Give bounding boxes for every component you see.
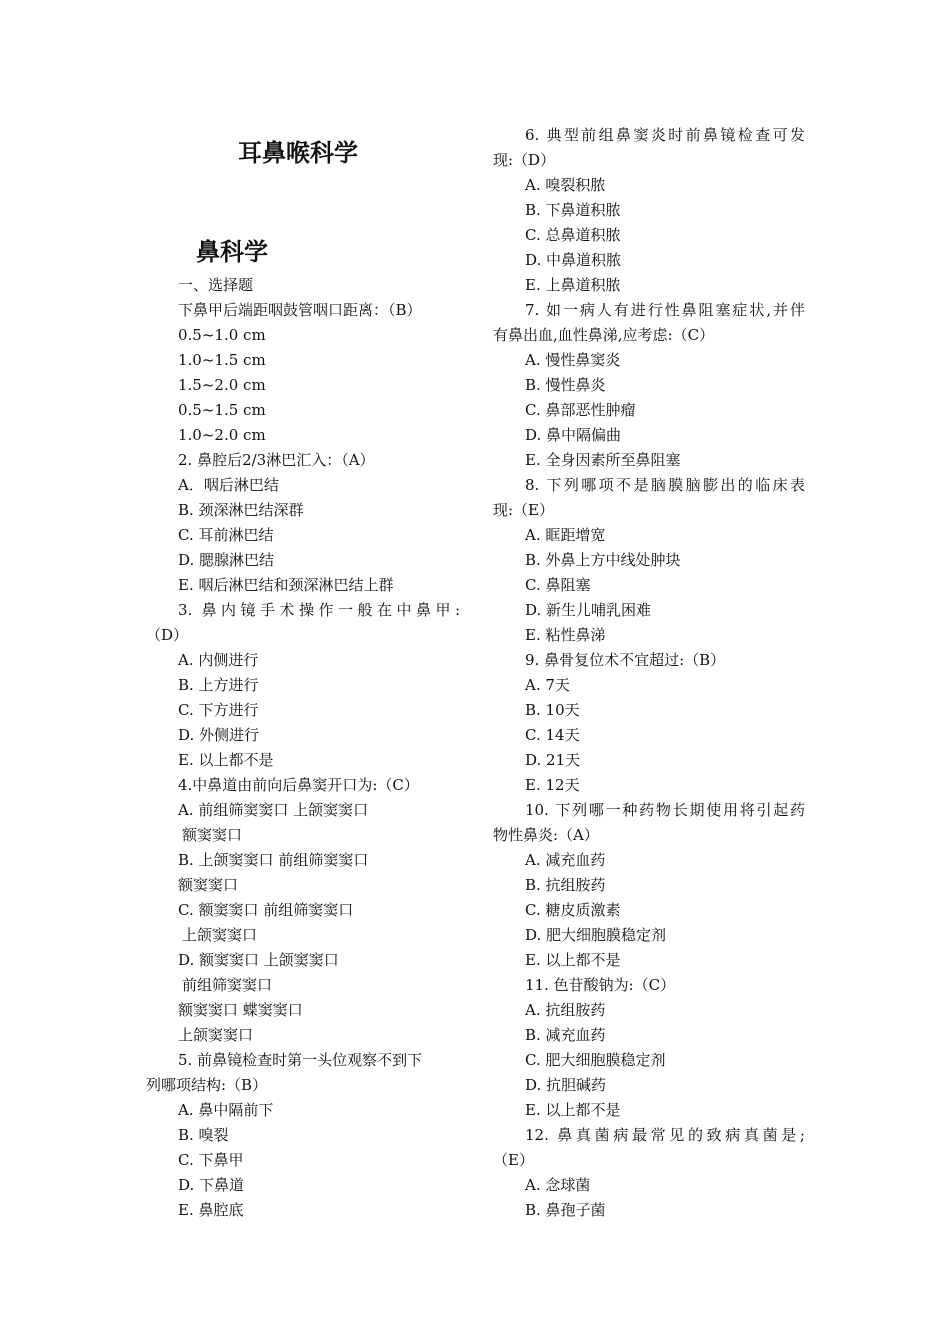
question-line: 9. 鼻骨复位术不宜超过:（B）: [525, 651, 726, 669]
question-line: 1.0~1.5 cm: [178, 351, 266, 369]
question-line: C. 14天: [525, 726, 580, 744]
question-line: A. 抗组胺药: [525, 1001, 606, 1019]
question-line: A. 减充血药: [525, 851, 606, 869]
question-line: E. 鼻腔底: [178, 1201, 244, 1219]
question-line: 6. 典型前组鼻窦炎时前鼻镜检查可发: [525, 126, 805, 144]
question-line: C. 鼻部恶性肿瘤: [525, 401, 636, 419]
question-line: D. 鼻中隔偏曲: [525, 426, 622, 444]
question-line: B. 嗅裂: [178, 1126, 229, 1144]
question-line: C. 鼻阻塞: [525, 576, 591, 594]
question-line: E. 上鼻道积脓: [525, 276, 621, 294]
question-line: 上颌窦窦口: [182, 926, 258, 944]
question-line: A．咽后淋巴结: [178, 476, 279, 494]
question-line: A. 鼻中隔前下: [178, 1101, 274, 1119]
question-line: 有鼻出血,血性鼻涕,应考虑:（C）: [493, 326, 715, 344]
question-line: B. 减充血药: [525, 1026, 606, 1044]
question-line: 0.5~1.0 cm: [178, 326, 266, 344]
question-line: A. 前组筛窦窦口 上颌窦窦口: [178, 801, 369, 819]
question-line: 下鼻甲后端距咽鼓管咽口距离：（B）: [178, 301, 422, 319]
question-line: 7. 如一病人有进行性鼻阻塞症状,并伴: [525, 301, 805, 319]
question-line: D. 抗胆碱药: [525, 1076, 607, 1094]
question-line: 额窦窦口: [178, 876, 239, 894]
question-line: E. 咽后淋巴结和颈深淋巴结上群: [178, 576, 394, 594]
question-line: B. 上方进行: [178, 676, 259, 694]
question-line: 5. 前鼻镜检查时第一头位观察不到下: [178, 1051, 423, 1069]
question-line: C. 肥大细胞膜稳定剂: [525, 1051, 666, 1069]
question-line: 现:（D）: [493, 151, 556, 169]
question-line: 额窦窦口: [182, 826, 243, 844]
question-line: B. 下鼻道积脓: [525, 201, 621, 219]
question-line: D. 中鼻道积脓: [525, 251, 622, 269]
question-line: （E）: [493, 1151, 534, 1169]
question-line: C. 额窦窦口 前组筛窦窦口: [178, 901, 354, 919]
question-line: （D）: [146, 626, 189, 644]
section-title: 鼻科学: [196, 237, 268, 266]
question-line: B. 10天: [525, 701, 580, 719]
question-line: 一、选择题: [178, 276, 254, 294]
question-line: A. 嗅裂积脓: [525, 176, 606, 194]
question-line: B. 抗组胺药: [525, 876, 606, 894]
question-line: 11. 色苷酸钠为:（C）: [525, 976, 676, 994]
question-line: 列哪项结构:（B）: [146, 1076, 268, 1094]
question-line: B. 上颌窦窦口 前组筛窦窦口: [178, 851, 369, 869]
question-line: B. 鼻孢子菌: [525, 1201, 606, 1219]
question-line: A. 念球菌: [525, 1176, 591, 1194]
question-line: 10. 下列哪一种药物长期使用将引起药: [525, 801, 805, 819]
question-line: E. 以上都不是: [178, 751, 274, 769]
question-line: 0.5~1.5 cm: [178, 401, 266, 419]
question-line: B. 外鼻上方中线处肿块: [525, 551, 681, 569]
question-line: B. 慢性鼻炎: [525, 376, 606, 394]
question-line: 12. 鼻真菌病最常见的致病真菌是;: [525, 1126, 805, 1144]
question-line: C. 下鼻甲: [178, 1151, 244, 1169]
question-line: D. 额窦窦口 上颌窦窦口: [178, 951, 339, 969]
document-title: 耳鼻喉科学: [238, 138, 358, 167]
question-line: D. 外侧进行: [178, 726, 260, 744]
question-line: 3. 鼻内镜手术操作一般在中鼻甲:: [178, 601, 460, 619]
question-line: C. 糖皮质激素: [525, 901, 621, 919]
question-line: 额窦窦口 蝶窦窦口: [178, 1001, 303, 1019]
question-line: 4.中鼻道由前向后鼻窦开口为:（C）: [178, 776, 419, 794]
question-line: C. 耳前淋巴结: [178, 526, 274, 544]
question-line: 上颌窦窦口: [178, 1026, 254, 1044]
question-line: E. 以上都不是: [525, 951, 621, 969]
question-line: C. 下方进行: [178, 701, 259, 719]
question-line: D. 下鼻道: [178, 1176, 245, 1194]
question-line: E. 12天: [525, 776, 580, 794]
question-line: 物性鼻炎:（A）: [493, 826, 599, 844]
question-line: E. 以上都不是: [525, 1101, 621, 1119]
question-line: D. 腮腺淋巴结: [178, 551, 275, 569]
question-line: 1.5~2.0 cm: [178, 376, 266, 394]
question-line: D. 21天: [525, 751, 581, 769]
question-line: A. 内侧进行: [178, 651, 259, 669]
question-line: A. 眶距增宽: [525, 526, 606, 544]
question-line: D. 新生儿哺乳困难: [525, 601, 652, 619]
question-line: E. 全身因素所至鼻阻塞: [525, 451, 681, 469]
question-line: 现:（E）: [493, 501, 555, 519]
question-line: B. 颈深淋巴结深群: [178, 501, 304, 519]
question-line: E. 粘性鼻涕: [525, 626, 606, 644]
question-line: 1.0~2.0 cm: [178, 426, 266, 444]
question-line: D. 肥大细胞膜稳定剂: [525, 926, 667, 944]
question-line: A. 7天: [525, 676, 570, 694]
question-line: 前组筛窦窦口: [182, 976, 273, 994]
question-line: 8. 下列哪项不是脑膜脑膨出的临床表: [525, 476, 805, 494]
question-line: 2. 鼻腔后2/3淋巴汇入：（A）: [178, 451, 375, 469]
question-line: C. 总鼻道积脓: [525, 226, 621, 244]
question-line: A. 慢性鼻窦炎: [525, 351, 621, 369]
